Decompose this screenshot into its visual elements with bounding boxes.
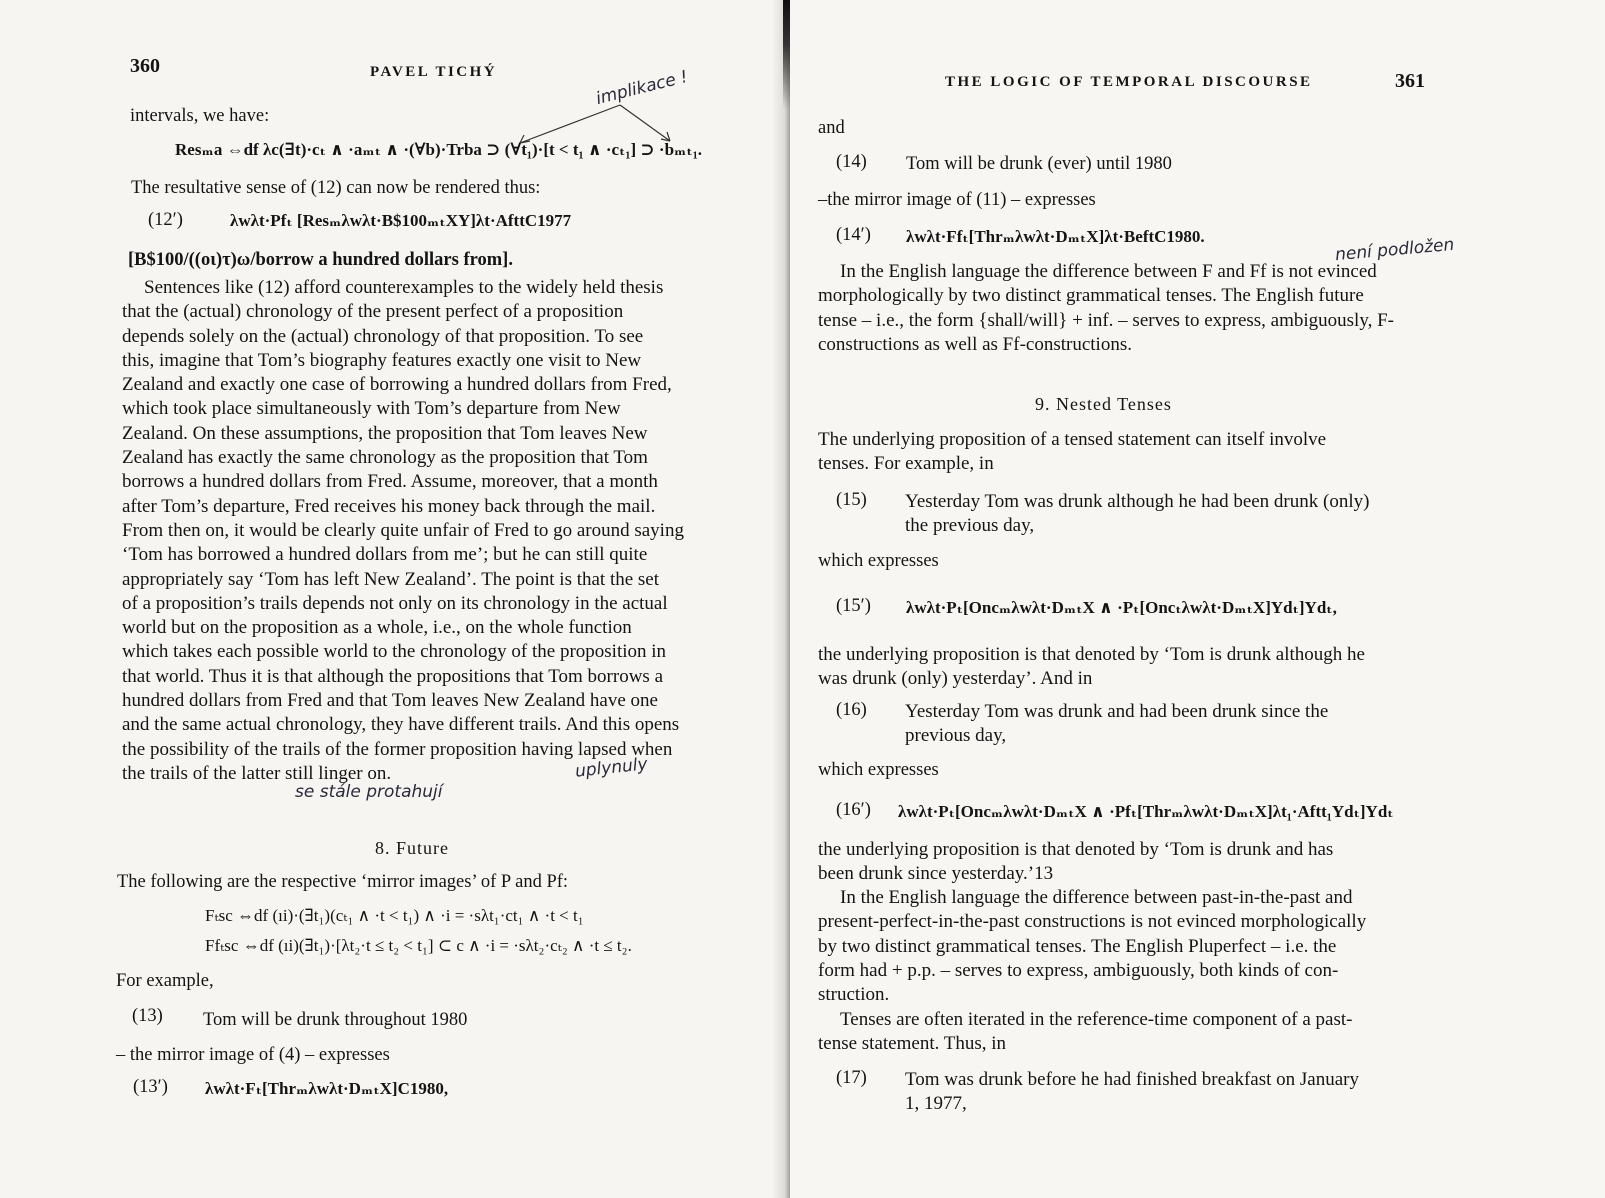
page-number: 361 — [1395, 70, 1425, 92]
right-page — [790, 0, 1605, 1198]
example-formula: λwλt·Pₜ[Oncₘλwλt·DₘₜX ∧ ·Pₜ[Oncₜλwλt·DₘₜX]Ydₜ]Ydₜ, — [906, 598, 1337, 617]
example-number: (14′) — [836, 225, 871, 245]
text-line: tense statement. Thus, in — [818, 1033, 1007, 1055]
text-line: the underlying proposition is that denoted by ‘Tom is drunk and has — [818, 839, 1334, 860]
text-line: The underlying proposition of a tensed statement can itself involve — [818, 429, 1327, 450]
text-line: hundred dollars from Fred and that Tom leaves New Zealand have one — [122, 690, 658, 712]
text-line: the possibility of the trails of the former proposition having lapsed when — [122, 738, 673, 760]
for-example: For example, — [116, 971, 214, 991]
and-text: and — [818, 118, 845, 138]
example-text — [905, 490, 1418, 539]
text-line: borrows a hundred dollars from Fred. Assume, moreover, that a month — [122, 471, 658, 493]
example-number: (17) — [836, 1068, 867, 1088]
text-line: that world. Thus it is that although the propositions that Tom borrows a — [122, 665, 664, 687]
which-expresses: which expresses — [818, 760, 939, 780]
ff-formula: Ffₜsc ⇔df (ıi)(∃t₁)·[λt₂·t ≤ t₂ < t₁] ⊂ c ∧ ·i = ·sλt₂·cₜ₂ ∧ ·t ≤ t₂. — [205, 936, 632, 955]
text-line: morphologically by two distinct grammatical tenses. The English future — [818, 285, 1364, 307]
handwritten-note: se stále protahují — [295, 782, 443, 802]
pluperfect-paragraph — [818, 886, 1418, 1007]
example-number: (12′) — [148, 210, 183, 230]
example-number: (13′) — [133, 1077, 168, 1097]
text-line: of a proposition’s trails depends not only on its chronology in the actual — [122, 592, 668, 614]
text-line: after Tom’s departure, Fred receives his money back through the mail. — [122, 495, 656, 517]
underlying-paragraph — [818, 838, 1418, 887]
text-line: constructions as well as Ff-constructions. — [818, 333, 1132, 355]
text-line: which takes each possible world to the chronology of the proposition in — [122, 641, 667, 663]
text-line: Tenses are often iterated in the reference-time component of a past- — [840, 1009, 1353, 1030]
main-paragraph — [122, 276, 730, 786]
text-line: Sentences like (12) afford counterexamples to the widely held thesis — [144, 277, 664, 298]
res-formula: Resₘa ⇔df λc(∃t)·cₜ ∧ ·aₘₜ ∧ ·(∀b)·Trba ⊃ (∀t₁)·[t < t₁ ∧ ·cₜ₁] ⊃ ·bₘₜ₁. — [175, 140, 703, 159]
text-line: Yesterday Tom was drunk although he had been drunk (only) — [905, 491, 1370, 512]
text-line: was drunk (only) yesterday’. And in — [818, 668, 1093, 690]
handwritten-note: není podložen — [1334, 234, 1456, 266]
text-line: the previous day, — [905, 515, 1035, 537]
text-line: Zealand has exactly the same chronology as the proposition that Tom — [122, 447, 648, 469]
running-head: THE LOGIC OF TEMPORAL DISCOURSE — [945, 74, 1313, 90]
resultative-line: The resultative sense of (12) can now be rendered thus: — [131, 178, 541, 198]
text-line: previous day, — [905, 725, 1007, 747]
text-line: which took place simultaneously with Tom’s departure from New — [122, 398, 621, 420]
section-heading: 8. Future — [375, 838, 449, 858]
text-line: tenses. For example, in — [818, 453, 994, 475]
example-text — [905, 700, 1418, 749]
text-line: tense – i.e., the form {shall/will} + inf. – serves to express, ambiguously, F- — [818, 309, 1394, 331]
text-line: From then on, it would be clearly quite unfair of Fred to go around saying — [122, 519, 684, 541]
example-text: Tom will be drunk (ever) until 1980 — [906, 154, 1172, 174]
text-line: by two distinct grammatical tenses. The English Pluperfect – i.e. the — [818, 935, 1337, 957]
handwritten-arrows — [500, 95, 700, 155]
handwritten-note: implikace ! — [593, 66, 690, 110]
text-line: the underlying proposition is that denoted by ‘Tom is drunk although he — [818, 644, 1365, 665]
intro-text: intervals, we have: — [130, 106, 270, 126]
text-line: the trails of the latter still linger on. — [122, 762, 392, 784]
iterated-paragraph — [818, 1008, 1418, 1057]
example-number: (16) — [836, 700, 867, 720]
text-line: 1, 1977, — [905, 1093, 967, 1115]
nested-intro — [818, 428, 1418, 477]
example-text: Tom will be drunk throughout 1980 — [203, 1010, 468, 1030]
text-line: In the English language the difference between past-in-the-past and — [840, 887, 1353, 908]
example-number: (13) — [132, 1006, 163, 1026]
mirror-text: –the mirror image of (11) – expresses — [818, 190, 1096, 210]
running-head: PAVEL TICHÝ — [370, 64, 498, 80]
mirror-text: – the mirror image of (4) – expresses — [116, 1045, 390, 1065]
borrow-definition: [B$100/((οι)τ)ω/borrow a hundred dollars from]. — [128, 250, 513, 270]
text-line: present-perfect-in-the-past constructions is not evinced morphologically — [818, 911, 1367, 933]
text-line: that the (actual) chronology of the present perfect of a proposition — [122, 301, 624, 323]
text-line: Zealand and exactly one case of borrowing a hundred dollars from Fred, — [122, 374, 672, 396]
text-line: Tom was drunk before he had finished breakfast on January — [905, 1069, 1359, 1090]
text-line: struction. — [818, 984, 890, 1006]
english-paragraph — [818, 260, 1418, 357]
text-line: Zealand. On these assumptions, the proposition that Tom leaves New — [122, 422, 648, 444]
example-formula: λwλt·Pₜ[Oncₘλwλt·DₘₜX ∧ ·Pfₜ[Thrₘλwλt·DₘₜX]λt₁·Aftt₁Ydₜ]Ydₜ — [898, 802, 1394, 821]
example-text — [905, 1068, 1418, 1117]
text-line: Yesterday Tom was drunk and had been drunk since the — [905, 701, 1329, 722]
f-formula: Fₜsc ⇔df (ıi)·(∃t₁)(cₜ₁ ∧ ·t < t₁) ∧ ·i = ·sλt₁·ct₁ ∧ ·t < t₁ — [205, 906, 584, 925]
text-line: this, imagine that Tom’s biography features exactly one visit to New — [122, 349, 642, 371]
example-number: (14) — [836, 152, 867, 172]
text-line: In the English language the difference between F and Ff is not evinced — [840, 261, 1377, 282]
future-intro: The following are the respective ‘mirror images’ of P and Pf: — [117, 872, 569, 892]
page-number: 360 — [130, 55, 160, 77]
left-page — [0, 0, 790, 1198]
text-line: depends solely on the (actual) chronology of that proposition. To see — [122, 325, 644, 347]
example-number: (15′) — [836, 596, 871, 616]
example-formula: λwλt·Ffₜ[Thrₘλwλt·DₘₜX]λt·BeftC1980. — [906, 227, 1205, 246]
text-line: and the same actual chronology, they have different trails. And this opens — [122, 714, 680, 736]
text-line: been drunk since yesterday.’13 — [818, 863, 1054, 885]
section-heading: 9. Nested Tenses — [1035, 394, 1172, 414]
text-line: appropriately say ‘Tom has left New Zealand’. The point is that the set — [122, 568, 660, 590]
text-line: ‘Tom has borrowed a hundred dollars from me’; but he can still quite — [122, 544, 648, 566]
text-line: form had + p.p. – serves to express, ambiguously, both kinds of con- — [818, 959, 1339, 981]
underlying-paragraph — [818, 643, 1418, 692]
example-number: (16′) — [836, 800, 871, 820]
which-expresses: which expresses — [818, 551, 939, 571]
text-line: world but on the proposition as a whole, i.e., on the whole function — [122, 617, 632, 639]
example-formula: λwλt·Pfₜ [Resₘλwλt·B$100ₘₜXY]λt·AfttC1977 — [230, 211, 572, 230]
example-formula: λwλt·Fₜ[Thrₘλwλt·DₘₜX]C1980, — [205, 1079, 449, 1098]
handwritten-note: uplynuly — [574, 754, 649, 782]
example-number: (15) — [836, 490, 867, 510]
